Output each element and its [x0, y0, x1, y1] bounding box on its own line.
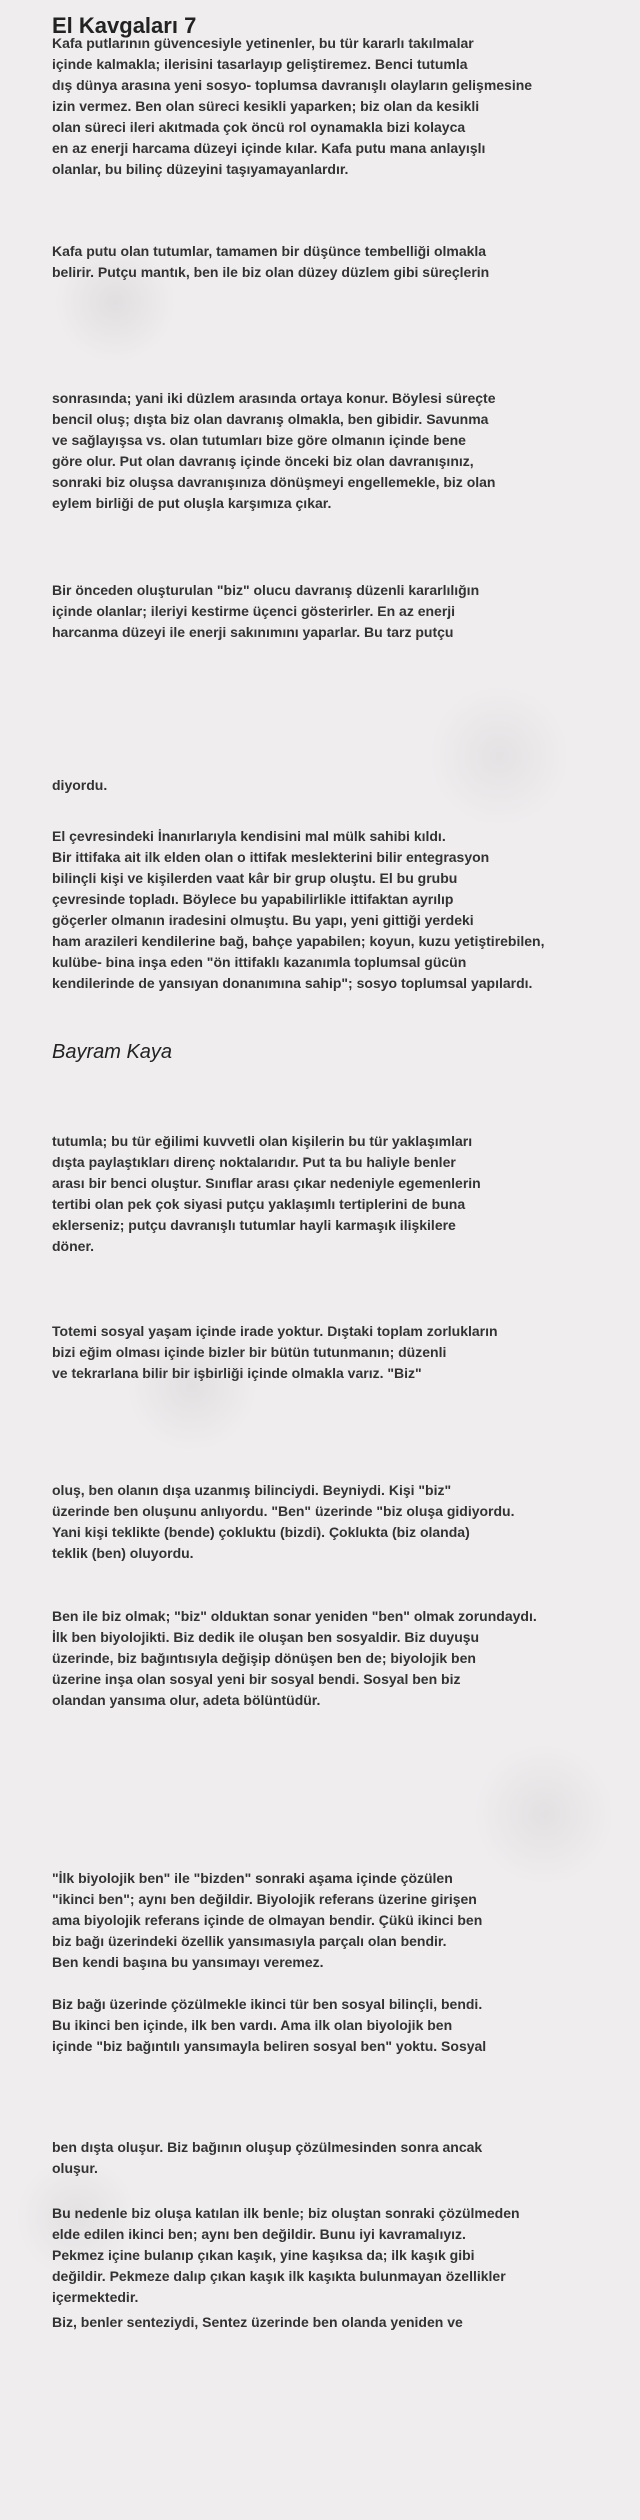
paragraph-line: dışta paylaştıkları direnç noktalarıdır. Put ta bu haliyle benler	[52, 1154, 456, 1170]
paragraph-line: eklerseniz; putçu davranışlı tutumlar hayli karmaşık ilişkilere	[52, 1217, 456, 1233]
paragraph-line: göçerler olmanın iradesini olmuştu. Bu yapı, yeni gittiği yerdeki	[52, 912, 474, 928]
paragraph-line: Ben ile biz olmak; "biz" olduktan sonar yeniden "ben" olmak zorundaydı.	[52, 1608, 537, 1624]
paragraph	[52, 388, 632, 514]
paragraph-line: olanlar, bu bilinç düzeyini taşıyamayanlardır.	[52, 161, 349, 177]
paragraph	[52, 1606, 632, 1711]
paragraph-line: tertibi olan pek çok siyasi putçu yaklaşımlı tertiplerini de buna	[52, 1196, 466, 1212]
paragraph-line: dış dünya arasına yeni sosyo- toplumsa davranışlı olayların gelişmesine	[52, 77, 533, 93]
paragraph-line: harcanma düzeyi ile enerji sakınımını yaparlar. Bu tarz putçu	[52, 624, 454, 640]
paragraph-line: ham arazileri kendilerine bağ, bahçe yapabilen; koyun, kuzu yetiştirebilen,	[52, 933, 545, 949]
paragraph-line: bizi eğim olması içinde bizler bir bütün tutunmanın; düzenli	[52, 1344, 447, 1360]
paragraph-line: biz bağı üzerindeki özellik yansımasıyla parçalı olan bendir.	[52, 1933, 447, 1949]
paragraph	[52, 1994, 632, 2057]
paragraph-line: diyordu.	[52, 777, 108, 793]
paragraph-line: çevresinde topladı. Böylece bu yapabilirlikle ittifaktan ayrılıp	[52, 891, 454, 907]
paragraph-line: Kafa putlarının güvencesiyle yetinenler, bu tür kararlı takılmalar	[52, 35, 474, 51]
paragraph-line: teklik (ben) oluyordu.	[52, 1545, 194, 1561]
paragraph-line: "ikinci ben"; aynı ben değildir. Biyolojik referans üzerine girişen	[52, 1891, 477, 1907]
paragraph-line: sonrasında; yani iki düzlem arasında ortaya konur. Böylesi süreçte	[52, 390, 496, 406]
paragraph-line: Yani kişi teklikte (bende) çokluktu (bizdi). Çoklukta (biz olanda)	[52, 1524, 470, 1540]
paragraph-line: ben dışta oluşur. Biz bağının oluşup çözülmesinden sonra ancak	[52, 2139, 483, 2155]
paragraph-line: Bir ittifaka ait ilk elden olan o ittifak meslekterini bilir entegrasyon	[52, 849, 490, 865]
paragraph	[52, 826, 632, 994]
paragraph-line: üzerinde ben oluşunu anlıyordu. "Ben" üzerinde "biz oluşa gidiyordu.	[52, 1503, 515, 1519]
paragraph-line: Pekmez içine bulanıp çıkan kaşık, yine kaşıksa da; ilk kaşık gibi	[52, 2247, 475, 2263]
paragraph-line: Bir önceden oluşturulan "biz" olucu davranış düzenli kararlılığın	[52, 582, 480, 598]
paragraph-line: oluş, ben olanın dışa uzanmış bilinciydi. Beyniydi. Kişi "biz"	[52, 1482, 452, 1498]
paragraph-line: Bu nedenle biz oluşa katılan ilk benle; biz oluştan sonraki çözülmeden	[52, 2205, 520, 2221]
paragraph-line: arası bir benci oluştur. Sınıflar arası çıkar nedeniyle egemenlerin	[52, 1175, 481, 1191]
paragraph-line: kulübe- bina inşa eden "ön ittifaklı kazanımla toplumsal gücün	[52, 954, 467, 970]
paragraph-line: olandan yansıma olur, adeta bölüntüdür.	[52, 1692, 321, 1708]
paragraph	[52, 580, 632, 643]
author-signature: Bayram Kaya	[52, 1041, 173, 1063]
paragraph	[52, 1321, 632, 1384]
paragraph-line: kendilerinde de yansıyan donanımına sahip"; sosyo toplumsal yapılardı.	[52, 975, 533, 991]
paragraph	[52, 2203, 632, 2308]
paragraph-line: en az enerji harcama düzeyi içinde kılar. Kafa putu mana anlayışlı	[52, 140, 486, 156]
paragraph-line: bencil oluş; dışta biz olan davranış olmakla, ben gibidir. Savunma	[52, 411, 489, 427]
paragraph-line: belirir. Putçu mantık, ben ile biz olan düzey düzlem gibi süreçlerin	[52, 264, 490, 280]
paragraph-line: döner.	[52, 1238, 95, 1254]
paragraph-line: içinde kalmakla; ilerisini tasarlayıp geliştiremez. Benci tutumla	[52, 56, 468, 72]
paragraph-line: göre olur. Put olan davranış içinde önceki biz olan davranışınız,	[52, 453, 474, 469]
paragraph-line: Ben kendi başına bu yansımayı veremez.	[52, 1954, 324, 1970]
paragraph-line: eylem birliği de put oluşla karşımıza çıkar.	[52, 495, 332, 511]
paragraph-line: sonraki biz oluşsa davranışınıza dönüşmeyi engellemekle, biz olan	[52, 474, 496, 490]
paragraph	[52, 1131, 632, 1257]
paragraph-line: İlk ben biyolojikti. Biz dedik ile oluşan ben sosyaldir. Biz duyuşu	[52, 1629, 480, 1645]
paragraph-line: Bu ikinci ben içinde, ilk ben vardı. Ama ilk olan biyolojik ben	[52, 2017, 453, 2033]
paragraph	[52, 241, 632, 283]
paragraph-line: bilinçli kişi ve kişilerden vaat kâr bir grup oluştu. El bu grubu	[52, 870, 458, 886]
paragraph-line: içermektedir.	[52, 2289, 139, 2305]
paragraph	[52, 2312, 632, 2333]
paragraph-line: "İlk biyolojik ben" ile "bizden" sonraki aşama içinde çözülen	[52, 1870, 453, 1886]
paragraph-line: ve sağlayışsa vs. olan tutumları bize göre olmanın içinde bene	[52, 432, 466, 448]
paragraph-line: ama biyolojik referans içinde de olmayan bendir. Çükü ikinci ben	[52, 1912, 483, 1928]
article-title: El Kavgaları 7	[52, 13, 197, 38]
paragraph-line: elde edilen ikinci ben; aynı ben değildir. Bunu iyi kavramalıyız.	[52, 2226, 466, 2242]
paragraph	[52, 33, 632, 180]
paragraph-line: üzerinde, biz bağıntısıyla değişip dönüşen ben de; biyolojik ben	[52, 1650, 476, 1666]
paragraph-line: El çevresindeki İnanırlarıyla kendisini mal mülk sahibi kıldı.	[52, 828, 446, 844]
paragraph-line: tutumla; bu tür eğilimi kuvvetli olan kişilerin bu tür yaklaşımları	[52, 1133, 473, 1149]
paragraph-line: izin vermez. Ben olan süreci kesikli yaparken; biz olan da kesikli	[52, 98, 480, 114]
paragraph-line: Kafa putu olan tutumlar, tamamen bir düşünce tembelliği olmakla	[52, 243, 487, 259]
paragraph-line: oluşur.	[52, 2160, 98, 2176]
paragraph-line: içinde olanlar; ileriyi kestirme üçenci gösterirler. En az enerji	[52, 603, 456, 619]
paragraph-line: Totemi sosyal yaşam içinde irade yoktur. Dıştaki toplam zorlukların	[52, 1323, 498, 1339]
paragraph-line: Biz bağı üzerinde çözülmekle ikinci tür ben sosyal bilinçli, bendi.	[52, 1996, 483, 2012]
paragraph-line: üzerine inşa olan sosyal yeni bir sosyal bendi. Sosyal ben biz	[52, 1671, 461, 1687]
paragraph-line: Biz, benler senteziydi, Sentez üzerinde ben olanda yeniden ve	[52, 2314, 463, 2330]
paragraph-line: içinde "biz bağıntılı yansımayla beliren sosyal ben" yoktu. Sosyal	[52, 2038, 487, 2054]
paragraph	[52, 2137, 632, 2179]
paragraph-line: ve tekrarlana bilir bir işbirliği içinde olmakla varız. "Biz"	[52, 1365, 422, 1381]
paragraph	[52, 1480, 632, 1564]
paragraph	[52, 775, 632, 796]
paragraph-line: olan süreci ileri akıtmada çok öncü rol oynamakla bizi kolayca	[52, 119, 466, 135]
paragraph	[52, 1868, 632, 1973]
paragraph-line: değildir. Pekmeze dalıp çıkan kaşık ilk kaşıkta bulunmayan özellikler	[52, 2268, 506, 2284]
